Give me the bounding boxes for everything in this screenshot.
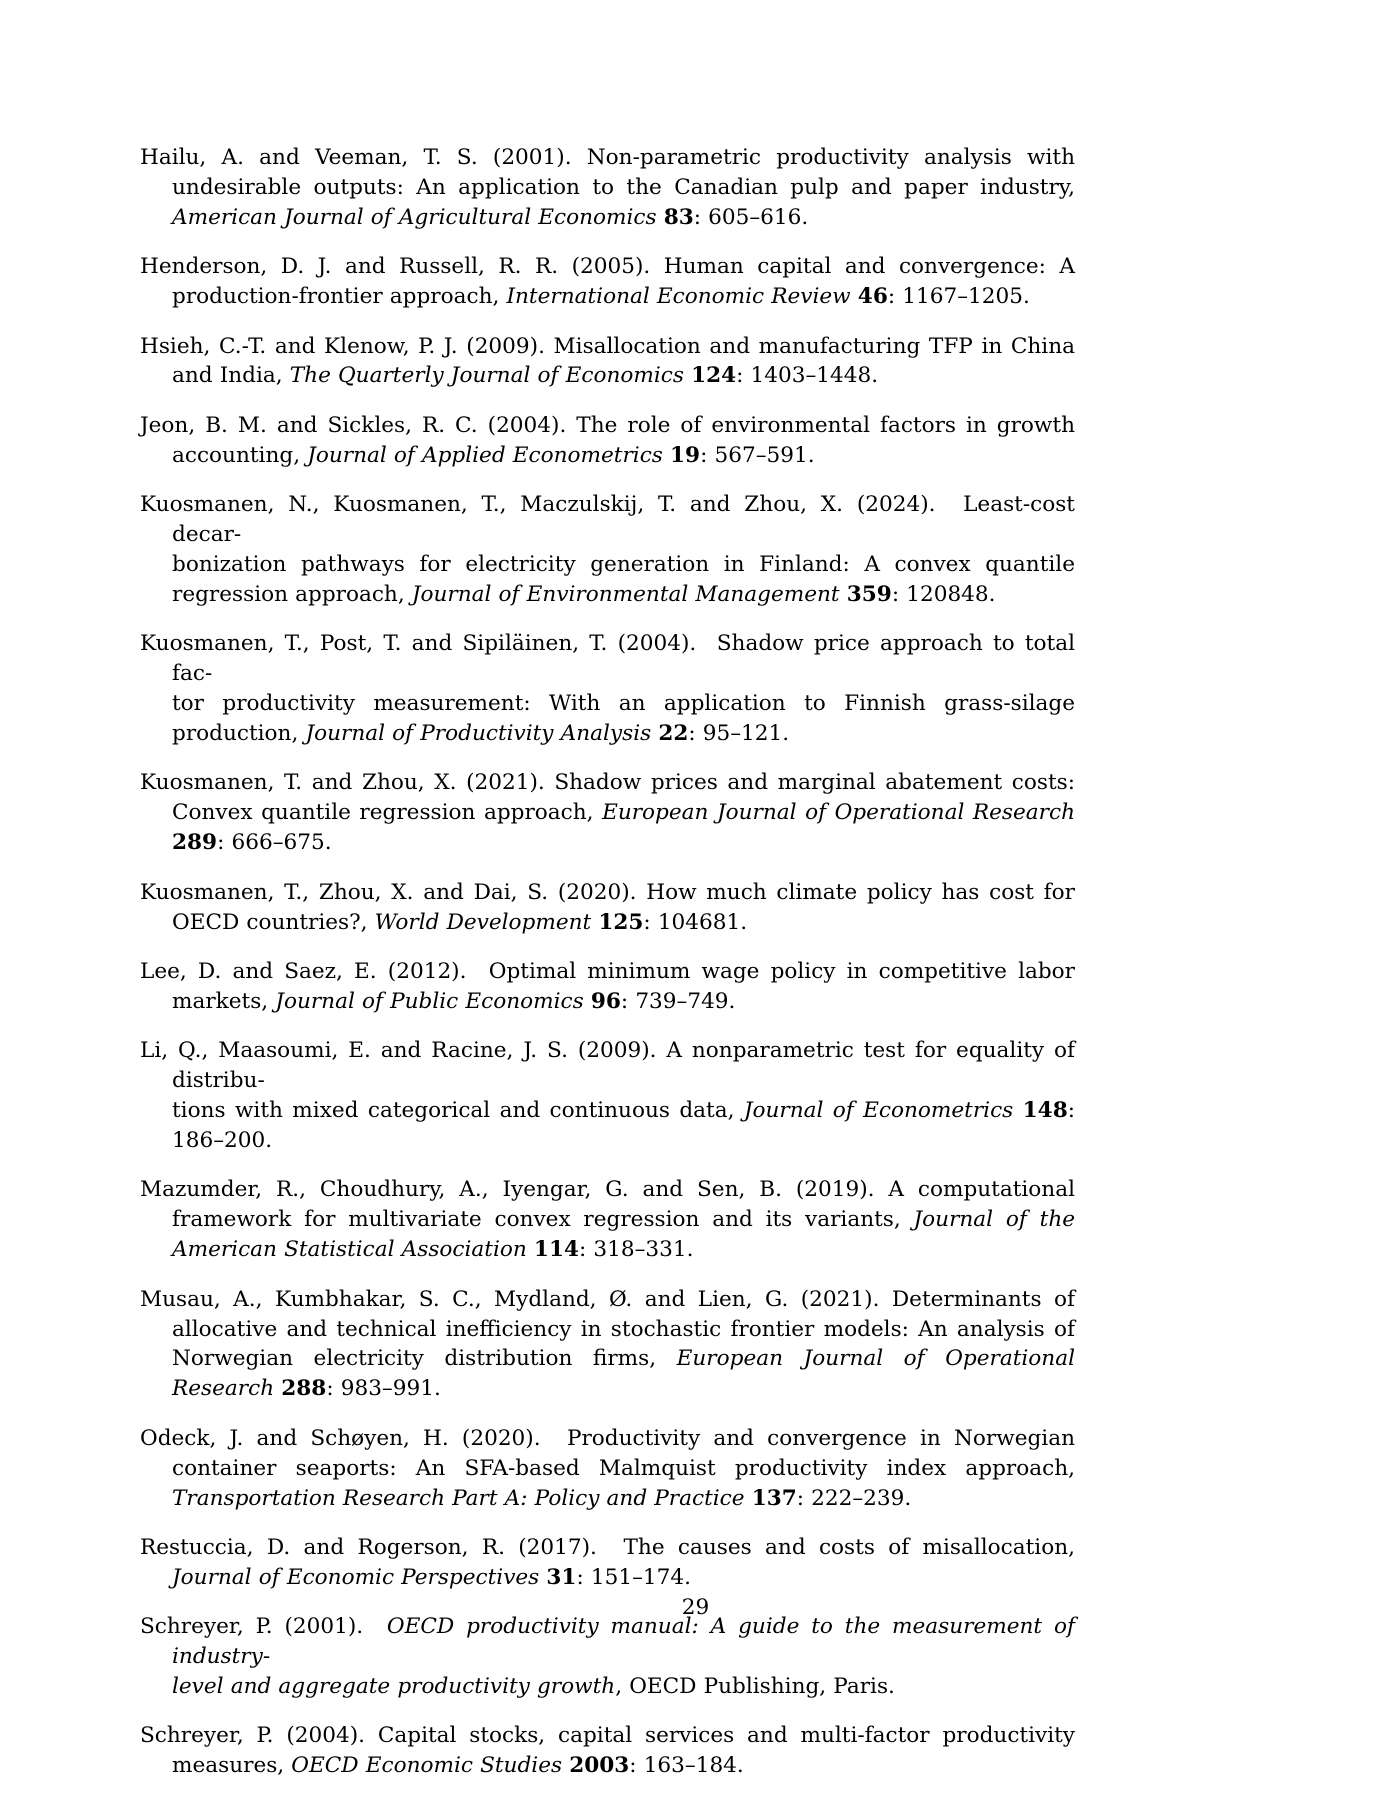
bibliography-entry: Restuccia, D. and Rogerson, R. (2017). The causes and costs of misallocation, Journal of Economic Perspectives 31: 151–174. bbox=[140, 1534, 1075, 1590]
page-number: 29 bbox=[681, 1595, 710, 1620]
bibliography-entry: Kuosmanen, T., Zhou, X. and Dai, S. (2020). How much climate policy has cost for OECD countries?, World Development 125: 104681. bbox=[140, 879, 1075, 935]
bibliography-entry: Schreyer, P. (2001). OECD productivity manual: A guide to the measurement of industry- level and aggregate productivity growth, OECD Publishing, Paris. bbox=[140, 1614, 1075, 1700]
bibliography-entry: Kuosmanen, N., Kuosmanen, T., Maczulskij, T. and Zhou, X. (2024). Least-cost decar- bonization pathways for electricity generation in Finland: A convex quantile regression approach, Journal of Environmental Management 359: 120848. bbox=[140, 492, 1075, 607]
bibliography-entry: Mazumder, R., Choudhury, A., Iyengar, G. and Sen, B. (2019). A computational framework for multivariate convex regression and its variants, Journal of the American Statistical Association 114: 318–331. bbox=[140, 1177, 1075, 1263]
bibliography-entry: Henderson, D. J. and Russell, R. R. (2005). Human capital and convergence: A production-frontier approach, International Economic Review 46: 1167–1205. bbox=[140, 254, 1075, 310]
bibliography-entry: Lee, D. and Saez, E. (2012). Optimal minimum wage policy in competitive labor markets, Journal of Public Economics 96: 739–749. bbox=[140, 958, 1075, 1014]
bibliography-entry: Hsieh, C.-T. and Klenow, P. J. (2009). Misallocation and manufacturing TFP in China and India, The Quarterly Journal of Economics 124: 1403–1448. bbox=[140, 333, 1075, 389]
bibliography-section bbox=[140, 143, 1075, 1800]
bibliography-entry: Hailu, A. and Veeman, T. S. (2001). Non-parametric productivity analysis with undesirable outputs: An application to the Canadian pulp and paper industry, American Journal of Agricultural Economics 83: 605–616. bbox=[140, 145, 1075, 230]
bibliography-entry: Schreyer, P. (2004). Capital stocks, capital services and multi-factor productivity measures, OECD Economic Studies 2003: 163–184. bbox=[140, 1723, 1075, 1779]
bibliography-entry: Odeck, J. and Schøyen, H. (2020). Productivity and convergence in Norwegian container seaports: An SFA-based Malmquist productivity index approach, Transportation Research Part A: Policy and Practice 137: 222–239. bbox=[140, 1425, 1075, 1511]
bibliography-entry: Li, Q., Maasoumi, E. and Racine, J. S. (2009). A nonparametric test for equality of distribu- tions with mixed categorical and continuous data, Journal of Econometrics 148: 186–200. bbox=[140, 1038, 1076, 1153]
bibliography-entry: Kuosmanen, T., Post, T. and Sipiläinen, T. (2004). Shadow price approach to total fac- tor productivity measurement: With an application to Finnish grass-silage production, Journal of Productivity Analysis 22: 95–121. bbox=[140, 631, 1075, 746]
bibliography-entry: Musau, A., Kumbhakar, S. C., Mydland, Ø. and Lien, G. (2021). Determinants of allocative and technical inefficiency in stochastic frontier models: An analysis of Norwegian electricity distribution firms, European Journal of Operational Research 288: 983–991. bbox=[140, 1286, 1075, 1402]
bibliography-entry: Kuosmanen, T. and Zhou, X. (2021). Shadow prices and marginal abatement costs: Convex quantile regression approach, European Journal of Operational Research 289: 666–675. bbox=[140, 770, 1075, 856]
bibliography-entry: Jeon, B. M. and Sickles, R. C. (2004). The role of environmental factors in growth accounting, Journal of Applied Econometrics 19: 567–591. bbox=[140, 412, 1075, 468]
bibliography-list bbox=[140, 143, 1075, 1781]
